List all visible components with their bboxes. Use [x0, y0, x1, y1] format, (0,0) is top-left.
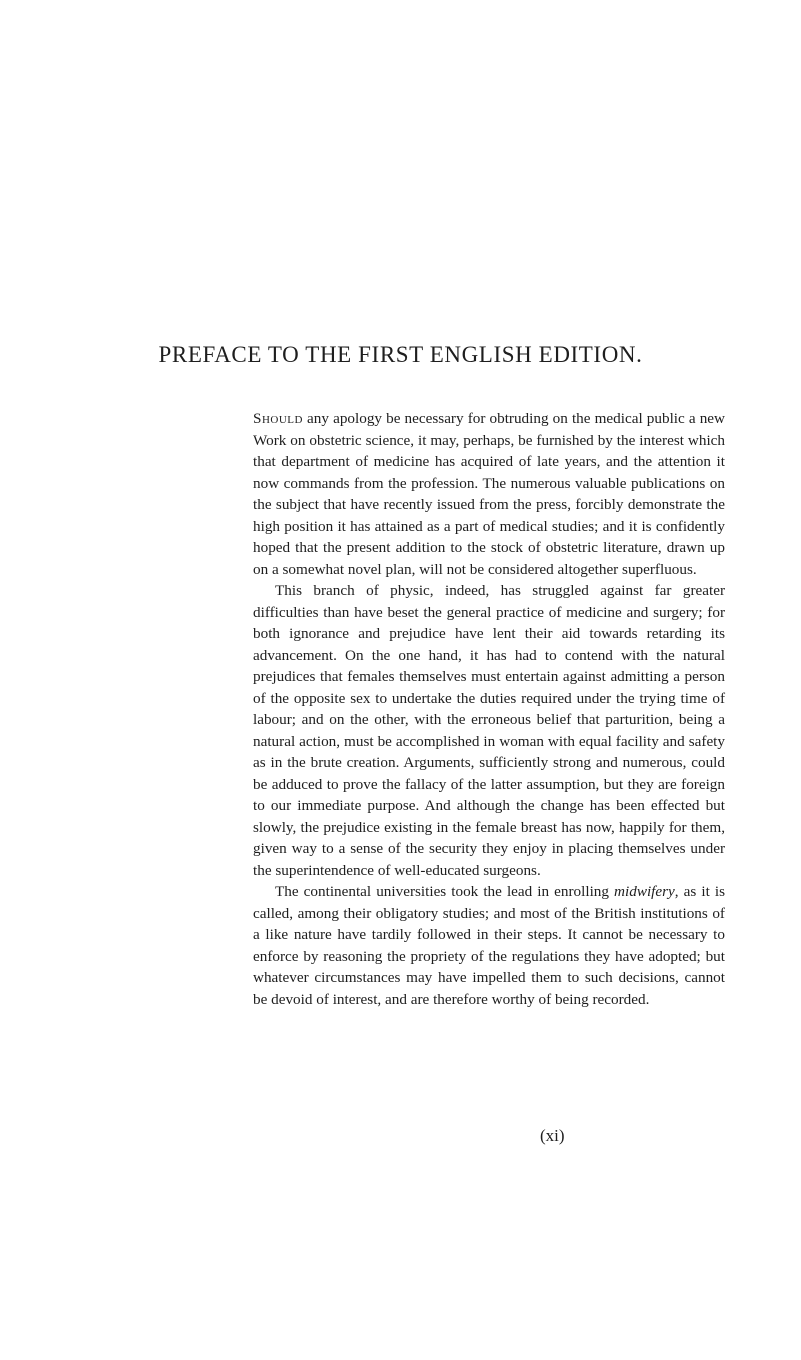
paragraph-2: [253, 580, 725, 881]
emphasized-term: midwifery: [614, 883, 675, 900]
page-number: (xi): [540, 1126, 565, 1145]
paragraph-3-text-end: , as it is called, among their obligatory studies; and most of the British institutions of a like nature have tardily followed in their steps. It cannot be necessary to enforce by reasoning the propriety of the regulations they have adopted; but whatever circumstances may have impelled them to such decisions, cannot be devoid of interest, and are therefore worthy of being recorded.: [253, 883, 725, 1008]
paragraph-3-text-start: The continental universities took the lead in enrolling: [275, 883, 615, 900]
page-title: PREFACE TO THE FIRST ENGLISH EDITION.: [158, 342, 643, 367]
paragraph-2-text: This branch of physic, indeed, has struggled against far greater difficulties than have beset the general practice of medicine and surgery; for both ignorance and prejudice have lent their aid towards retarding its advancement. On the one hand, it has had to contend with the natural prejudices that females themselves must entertain against admitting a person of the opposite sex to undertake the duties required under the trying time of labour; and on the other, with the erroneous belief that parturition, being a natural action, must be accomplished in woman with equal facility and safety as in the brute creation. Arguments, sufficiently strong and numerous, could be adduced to prove the fallacy of the latter assumption, but they are foreign to our immediate purpose. And although the change has been effected but slowly, the prejudice existing in the female breast has now, happily for them, given way to a sense of the security they enjoy in placing themselves under the superintendence of well-educated surgeons.: [253, 582, 725, 879]
paragraph-3: [253, 881, 725, 1010]
preface-body: [253, 408, 725, 1010]
opening-word: Should: [253, 410, 303, 427]
paragraph-1: [253, 408, 725, 580]
paragraph-1-text: any apology be necessary for obtruding on the medical public a new Work on obstetric science, it may, perhaps, be furnished by the interest which that department of medicine has acquired of late years, and the attention it now commands from the profession. The numerous valuable publications on the subject that have recently issued from the press, forcibly demonstrate the high position it has attained as a part of medical studies; and it is confidently hoped that the present addition to the stock of obstetric literature, drawn up on a somewhat novel plan, will not be considered altogether superfluous.: [253, 410, 725, 578]
